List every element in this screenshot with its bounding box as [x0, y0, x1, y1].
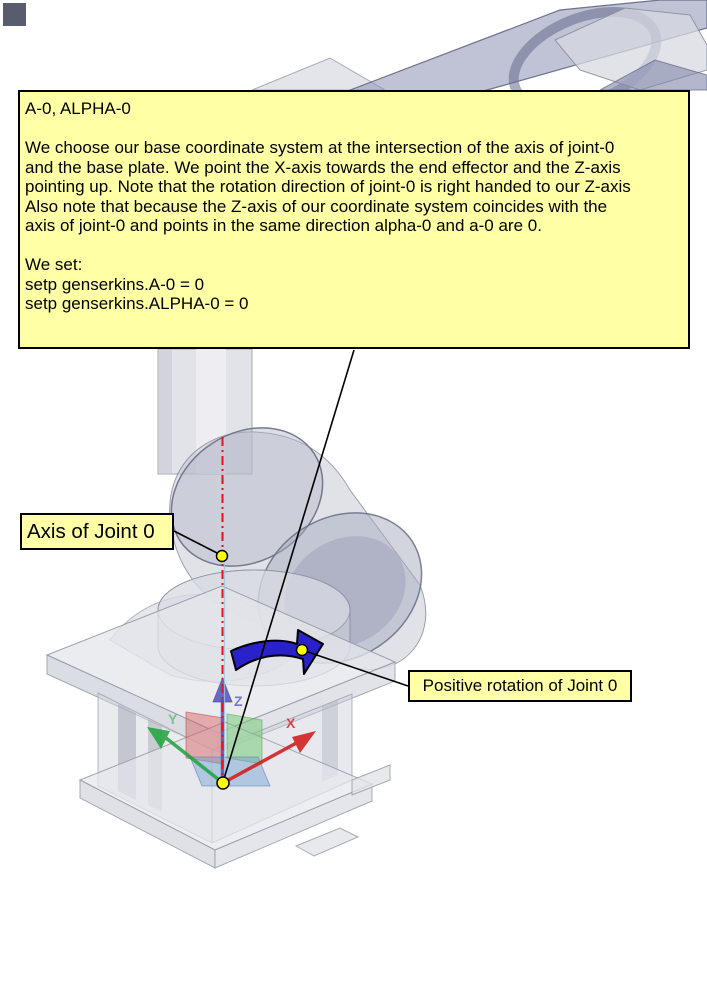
- note-body-line: axis of joint-0 and points in the same direction alpha-0 and a-0 are 0.: [25, 216, 542, 235]
- rotation-marker-dot: [297, 645, 308, 656]
- axis-marker-dot: [217, 551, 228, 562]
- axis-of-joint0-callout: [20, 513, 174, 550]
- note-body-line: Also note that because the Z-axis of our coordinate system coincides with the: [25, 196, 608, 216]
- x-axis-label: X: [286, 715, 296, 731]
- axis-of-joint0-callout-text: Axis of Joint 0: [27, 519, 155, 543]
- positive-rotation-callout-text: Positive rotation of Joint 0: [422, 676, 618, 695]
- positive-rotation-callout: [408, 670, 632, 702]
- note-set-line: setp genserkins.A-0 = 0: [25, 274, 205, 294]
- note-title: A-0, ALPHA-0: [25, 99, 131, 118]
- note-set-intro: We set:: [25, 255, 83, 274]
- origin-marker-dot: [217, 777, 229, 789]
- note-box: [18, 90, 690, 349]
- z-axis-label: Z: [234, 693, 243, 709]
- note-body-line: and the base plate. We point the X-axis towards the end effector and the Z-axis: [25, 157, 621, 177]
- origin-planes: [186, 712, 270, 786]
- corner-marker: [3, 3, 26, 26]
- note-body-line: pointing up. Note that the rotation direction of joint-0 is right handed to our Z-axis: [25, 177, 631, 196]
- y-axis-label: Y: [168, 711, 178, 727]
- note-body-line: We choose our base coordinate system at the intersection of the axis of joint-0: [25, 138, 615, 157]
- note-set-line: setp genserkins.ALPHA-0 = 0: [25, 294, 249, 313]
